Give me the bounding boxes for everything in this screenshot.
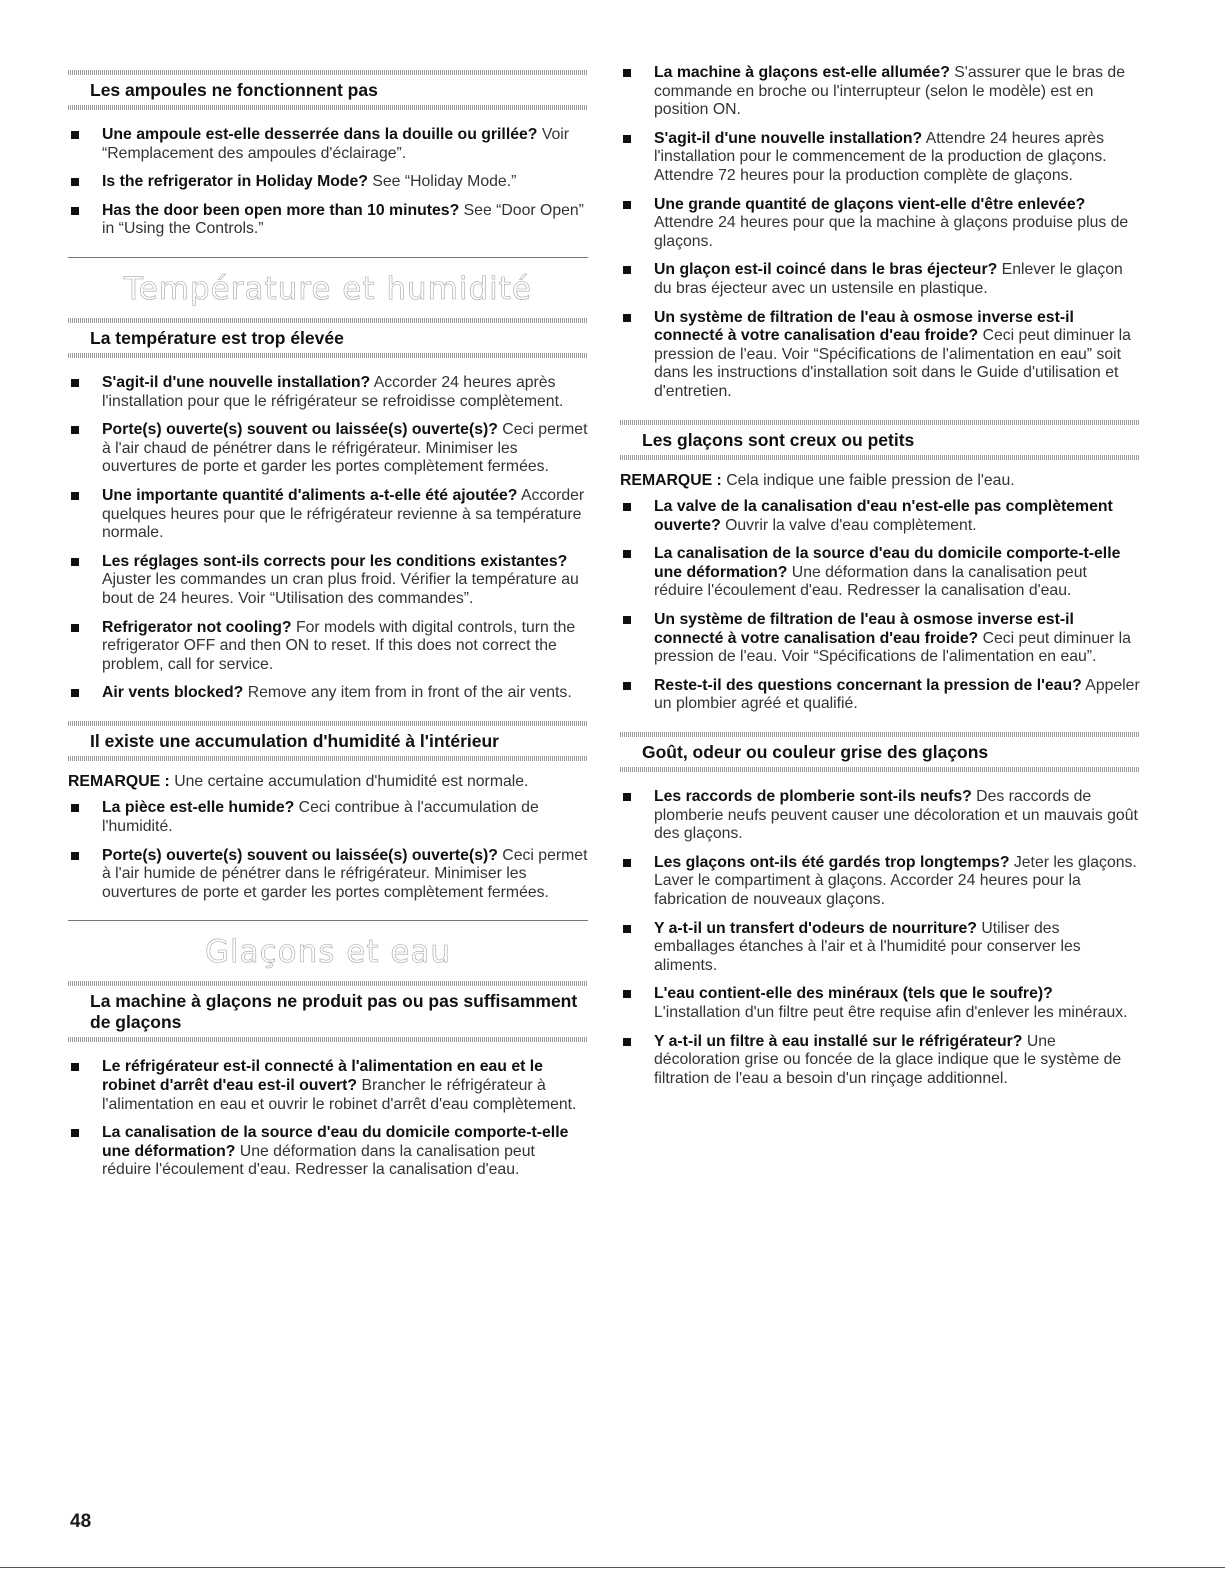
item-answer: For models with digital controls, turn the refrigerator OFF and then ON to reset. If this does not correct the problem, call for service. bbox=[102, 618, 576, 673]
list-glacons-creux bbox=[620, 498, 1140, 714]
item-answer: S'assurer que le bras de commande en broche ou l'interrupteur (selon le modèle) est en position ON. bbox=[654, 64, 1126, 119]
item-question: Un système de filtration de l'eau à osmose inverse est-il connecté à votre canalisation d'eau froide? bbox=[654, 308, 1074, 345]
note-label: REMARQUE : bbox=[68, 772, 170, 790]
item-answer: See “Door Open” in “Using the Controls.” bbox=[102, 201, 584, 238]
item-question: La canalisation de la source d'eau du domicile comporte-t-elle une déformation? bbox=[102, 1124, 569, 1160]
item-question: Reste-t-il des questions concernant la pression de l'eau? bbox=[654, 676, 1082, 694]
list-item bbox=[620, 854, 1140, 910]
square-bullet-icon bbox=[71, 558, 79, 566]
item-answer: Voir “Remplacement des ampoules d'éclairage”. bbox=[102, 126, 570, 162]
item-question: Les glaçons ont-ils été gardés trop longtemps? bbox=[654, 853, 1010, 871]
square-bullet-icon bbox=[71, 426, 79, 434]
item-answer: L'installation d'un filtre peut être requise afin d'enlever les minéraux. bbox=[654, 1003, 1128, 1021]
square-bullet-icon bbox=[623, 925, 631, 933]
item-answer: Accorder quelques heures pour que le réfrigérateur revienne à sa température normale. bbox=[102, 486, 585, 542]
list-temperature bbox=[68, 374, 588, 703]
item-question: Has the door been open more than 10 minutes? bbox=[102, 201, 460, 219]
item-answer: Appeler un plombier agréé et qualifié. bbox=[654, 676, 1140, 713]
item-question: Les réglages sont-ils corrects pour les conditions existantes? bbox=[102, 552, 568, 570]
item-question: Le réfrigérateur est-il connecté à l'alimentation en eau et le robinet d'arrêt d'eau est-il ouvert? bbox=[102, 1058, 543, 1095]
item-answer: Ajuster les commandes un cran plus froid. Vérifier la température au bout de 24 heures. Voir “Utilisation des commandes”. bbox=[102, 571, 579, 607]
heading-machine-glacons: La machine à glaçons ne produit pas ou pas suffisamment de glaçons bbox=[68, 981, 588, 1042]
list-item bbox=[68, 202, 588, 239]
item-question: S'agit-il d'une nouvelle installation? bbox=[102, 373, 371, 391]
item-question: Une importante quantité d'aliments a-t-elle été ajoutée? bbox=[102, 486, 518, 504]
square-bullet-icon bbox=[71, 624, 79, 632]
item-question: Y a-t-il un transfert d'odeurs de nourriture? bbox=[654, 919, 977, 937]
note-label: REMARQUE : bbox=[620, 471, 722, 489]
square-bullet-icon bbox=[623, 793, 631, 801]
item-question: L'eau contient-elle des minéraux (tels que le soufre)? bbox=[654, 985, 1053, 1003]
square-bullet-icon bbox=[71, 207, 79, 215]
heading-temperature: La température est trop élevée bbox=[68, 318, 588, 358]
list-item bbox=[68, 173, 588, 192]
list-item bbox=[620, 788, 1140, 844]
item-question: Une ampoule est-elle desserrée dans la douille ou grillée? bbox=[102, 126, 538, 143]
item-answer: Brancher le réfrigérateur à l'alimentation en eau et ouvrir le robinet d'arrêt d'eau complètement. bbox=[102, 1077, 577, 1113]
heading-glacons-creux: Les glaçons sont creux ou petits bbox=[620, 420, 1140, 460]
item-answer: Remove any item from in front of the air vents. bbox=[247, 684, 572, 702]
list-ampoules bbox=[68, 126, 588, 239]
list-item bbox=[620, 611, 1140, 667]
section-title-glacons-eau: Glaçons et eau bbox=[68, 920, 588, 975]
list-humidite bbox=[68, 799, 588, 902]
square-bullet-icon bbox=[71, 804, 79, 812]
item-question: La valve de la canalisation d'eau n'est-elle pas complètement ouverte? bbox=[654, 498, 1113, 534]
list-item bbox=[620, 1033, 1140, 1089]
list-item bbox=[620, 309, 1140, 402]
square-bullet-icon bbox=[71, 1129, 79, 1137]
list-item bbox=[68, 553, 588, 609]
list-gout-odeur bbox=[620, 788, 1140, 1088]
heading-gout-odeur: Goût, odeur ou couleur grise des glaçons bbox=[620, 732, 1140, 772]
square-bullet-icon bbox=[623, 1038, 631, 1046]
list-item bbox=[620, 985, 1140, 1022]
note-text: Une certaine accumulation d'humidité est normale. bbox=[174, 772, 529, 790]
item-answer: Attendre 24 heures pour que la machine à glaçons produise plus de glaçons. bbox=[654, 214, 1129, 250]
square-bullet-icon bbox=[71, 689, 79, 697]
item-answer: Une déformation dans la canalisation peut réduire l'écoulement d'eau. Redresser la canalisation d'eau. bbox=[102, 1142, 535, 1179]
item-answer: Ceci contribue à l'accumulation de l'humidité. bbox=[102, 799, 539, 836]
item-answer: Ouvrir la valve d'eau complètement. bbox=[725, 516, 977, 534]
heading-ampoules: Les ampoules ne fonctionnent pas bbox=[68, 70, 588, 110]
list-item bbox=[68, 619, 588, 675]
square-bullet-icon bbox=[623, 990, 631, 998]
item-answer: Enlever le glaçon du bras éjecteur avec un ustensile en plastique. bbox=[654, 261, 1123, 297]
item-answer: Une déformation dans la canalisation peut réduire l'écoulement d'eau. Redresser la canalisation d'eau. bbox=[654, 563, 1087, 600]
item-question: Porte(s) ouverte(s) souvent ou laissée(s) ouverte(s)? bbox=[102, 421, 498, 439]
list-item bbox=[68, 374, 588, 411]
list-machine-glacons bbox=[68, 1058, 588, 1180]
item-answer: Des raccords de plomberie neufs peuvent causer une décoloration et un mauvais goût des glaçons. bbox=[654, 788, 1138, 843]
right-column bbox=[620, 64, 1140, 1106]
item-answer: Jeter les glaçons. Laver le compartiment à glaçons. Accorder 24 heures pour la fabrication de nouveaux glaçons. bbox=[654, 853, 1137, 908]
list-item bbox=[620, 196, 1140, 252]
square-bullet-icon bbox=[71, 178, 79, 186]
item-question: Is the refrigerator in Holiday Mode? bbox=[102, 173, 368, 191]
square-bullet-icon bbox=[71, 131, 79, 139]
square-bullet-icon bbox=[71, 852, 79, 860]
list-item bbox=[68, 847, 588, 903]
square-bullet-icon bbox=[623, 503, 631, 511]
square-bullet-icon bbox=[623, 135, 631, 143]
item-question: La pièce est-elle humide? bbox=[102, 799, 295, 817]
square-bullet-icon bbox=[623, 616, 631, 624]
item-question: Porte(s) ouverte(s) souvent ou laissée(s) ouverte(s)? bbox=[102, 846, 498, 864]
item-question: La canalisation de la source d'eau du domicile comporte-t-elle une déformation? bbox=[654, 545, 1121, 581]
item-question: Une grande quantité de glaçons vient-elle d'être enlevée? bbox=[654, 195, 1086, 213]
item-question: Un système de filtration de l'eau à osmose inverse est-il connecté à votre canalisation d'eau froide? bbox=[654, 611, 1074, 647]
list-item bbox=[620, 498, 1140, 535]
item-answer: See “Holiday Mode.” bbox=[372, 173, 517, 191]
list-item bbox=[620, 130, 1140, 186]
square-bullet-icon bbox=[623, 682, 631, 690]
item-answer: Ceci permet à l'air chaud de pénétrer dans le réfrigérateur. Minimiser les ouvertures de porte et garder les portes complètement fermées. bbox=[102, 421, 588, 476]
square-bullet-icon bbox=[71, 379, 79, 387]
item-answer: Attendre 24 heures après l'installation pour le commencement de la production de glaçons. Attendre 72 heures pour la production complète de glaçons. bbox=[654, 129, 1107, 184]
list-item bbox=[68, 421, 588, 477]
note-humidite bbox=[68, 773, 588, 792]
item-answer: Ceci permet à l'air humide de pénétrer dans le réfrigérateur. Minimiser les ouvertures de porte et garder les portes complètement fermées. bbox=[102, 846, 588, 901]
list-item bbox=[68, 1124, 588, 1180]
list-item bbox=[620, 545, 1140, 601]
item-answer: Une décoloration grise ou foncée de la glace indique que le système de filtration de l'eau a besoin d'un rinçage additionnel. bbox=[654, 1032, 1122, 1087]
item-answer: Utiliser des emballages étanches à l'air et à l'humidité pour conserver les aliments. bbox=[654, 919, 1081, 974]
item-question: La machine à glaçons est-elle allumée? bbox=[654, 64, 950, 81]
note-glacons-creux bbox=[620, 472, 1140, 491]
list-item bbox=[620, 261, 1140, 298]
item-answer: Ceci peut diminuer la pression de l'eau. Voir “Spécifications de l'alimentation en eau”. bbox=[654, 629, 1131, 666]
item-answer: Accorder 24 heures après l'installation pour que le réfrigérateur se refroidisse complètement. bbox=[102, 373, 564, 410]
list-item bbox=[68, 487, 588, 543]
left-column bbox=[68, 64, 588, 1198]
heading-humidite: Il existe une accumulation d'humidité à l'intérieur bbox=[68, 721, 588, 761]
page-number: 48 bbox=[70, 1511, 92, 1532]
square-bullet-icon bbox=[623, 69, 631, 77]
item-answer: Ceci peut diminuer la pression de l'eau. Voir “Spécifications de l'alimentation en eau” soit dans les instructions d'installation soit dans le Guide d'utilisation et d'entretien. bbox=[654, 327, 1131, 400]
list-machine-glacons-cont bbox=[620, 64, 1140, 402]
list-item bbox=[620, 920, 1140, 976]
list-item bbox=[68, 126, 588, 163]
item-question: Y a-t-il un filtre à eau installé sur le réfrigérateur? bbox=[654, 1032, 1023, 1050]
section-title-temperature-humidite: Température et humidité bbox=[68, 257, 588, 312]
list-item bbox=[620, 64, 1140, 120]
list-item bbox=[620, 677, 1140, 714]
square-bullet-icon bbox=[623, 550, 631, 558]
note-text: Cela indique une faible pression de l'eau. bbox=[726, 471, 1015, 489]
list-item bbox=[68, 799, 588, 836]
square-bullet-icon bbox=[623, 314, 631, 322]
square-bullet-icon bbox=[623, 859, 631, 867]
bottom-divider bbox=[0, 1567, 1225, 1568]
item-question: Air vents blocked? bbox=[102, 684, 244, 702]
square-bullet-icon bbox=[623, 201, 631, 209]
item-question: S'agit-il d'une nouvelle installation? bbox=[654, 129, 923, 147]
item-question: Refrigerator not cooling? bbox=[102, 618, 292, 636]
list-item bbox=[68, 1058, 588, 1114]
square-bullet-icon bbox=[623, 266, 631, 274]
list-item bbox=[68, 684, 588, 703]
square-bullet-icon bbox=[71, 492, 79, 500]
square-bullet-icon bbox=[71, 1063, 79, 1071]
item-question: Un glaçon est-il coincé dans le bras éjecteur? bbox=[654, 261, 998, 279]
item-question: Les raccords de plomberie sont-ils neufs? bbox=[654, 788, 972, 806]
